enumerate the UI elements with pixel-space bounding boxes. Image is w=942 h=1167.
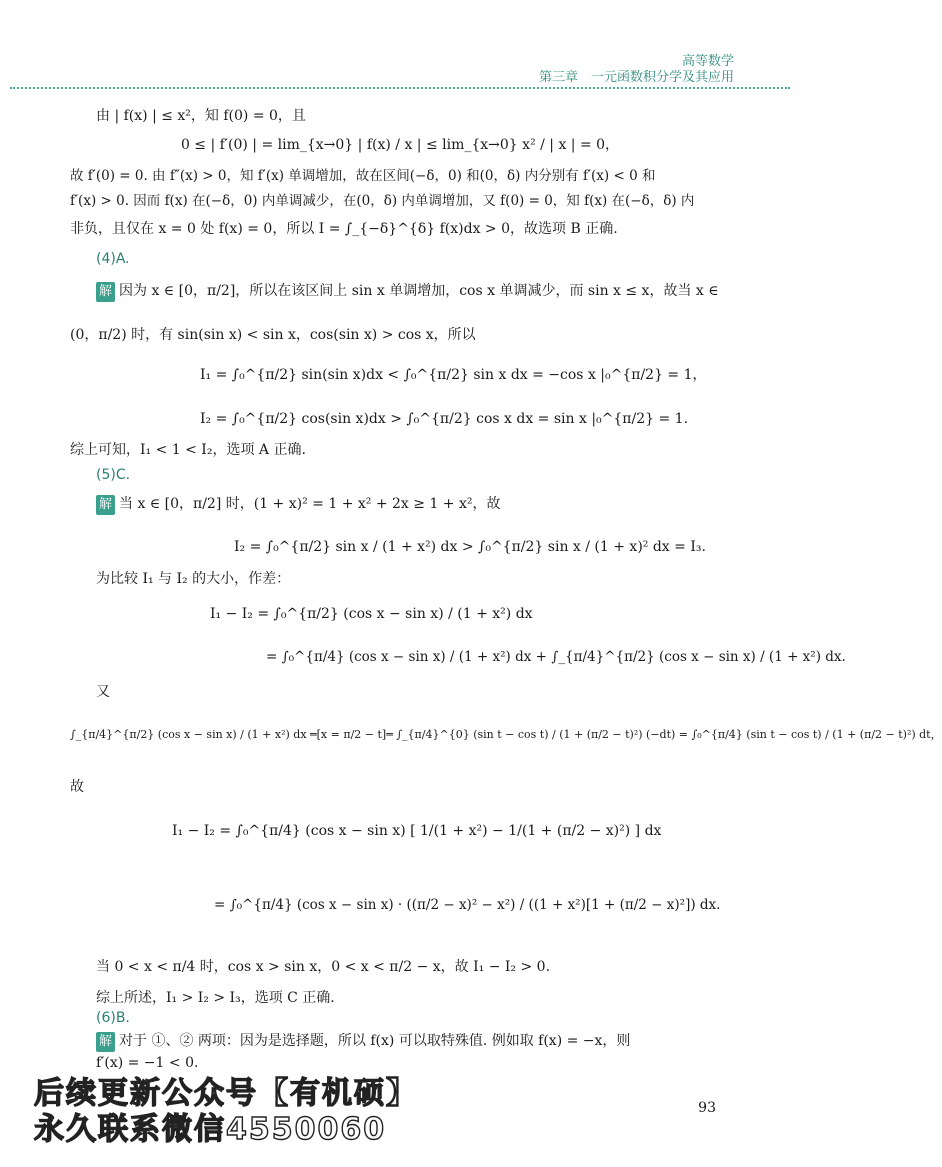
answer-6-label: (6)B. — [96, 1010, 130, 1026]
answer-6-line-1: 解 对于 ①、② 两项：因为是选择题，所以 f(x) 可以取特殊值. 例如取 f(x) = −x，则 — [96, 1032, 630, 1052]
answer-5-eq-3: = ∫₀^{π/4} (cos x − sin x) / (1 + x²) dx + ∫_{π/4}^{π/2} (cos x − sin x) / (1 + x²) dx. — [266, 649, 846, 665]
answer-4-eq-2: I₂ = ∫₀^{π/2} cos(sin x)dx > ∫₀^{π/2} cos x dx = sin x |₀^{π/2} = 1. — [200, 411, 689, 427]
body-line-1: 由 | f(x) | ≤ x²，知 f(0) = 0，且 — [96, 108, 306, 124]
answer-4-line-2: (0，π/2) 时，有 sin(sin x) < sin x，cos(sin x) > cos x，所以 — [70, 327, 476, 343]
answer-5-eq-6: = ∫₀^{π/4} (cos x − sin x) · ((π/2 − x)² − x²) / ((1 + x²)[1 + (π/2 − x)²]) dx. — [214, 897, 721, 913]
page-number: 93 — [698, 1100, 716, 1116]
solution-tag: 解 — [96, 495, 115, 515]
answer-5-eq-1: I₂ = ∫₀^{π/2} sin x / (1 + x²) dx > ∫₀^{π/2} sin x / (1 + x)² dx = I₃. — [234, 539, 706, 555]
answer-5-eq-5: I₁ − I₂ = ∫₀^{π/4} (cos x − sin x) [ 1/(1 + x²) − 1/(1 + (π/2 − x)²) ] dx — [172, 823, 662, 839]
watermark-line-2: 永久联系微信4550060 — [34, 1112, 387, 1147]
answer-5-therefore: 故 — [70, 779, 84, 795]
answer-5-also: 又 — [96, 684, 110, 700]
answer-5-label: (5)C. — [96, 467, 131, 483]
answer-4-eq-1: I₁ = ∫₀^{π/2} sin(sin x)dx < ∫₀^{π/2} sin x dx = −cos x |₀^{π/2} = 1， — [200, 367, 707, 383]
header-chapter: 第三章 一元函数积分学及其应用 — [538, 70, 734, 85]
body-line-3: 故 f′(0) = 0. 由 f″(x) > 0，知 f′(x) 单调增加，故在区间(−δ，0) 和(0，δ) 内分别有 f′(x) < 0 和 — [70, 168, 656, 184]
answer-4-conclusion: 综上可知，I₁ < 1 < I₂，选项 A 正确. — [70, 442, 306, 458]
solution-tag: 解 — [96, 1032, 115, 1052]
answer-5-compare: 为比较 I₁ 与 I₂ 的大小，作差： — [96, 571, 291, 587]
answer-5-conclusion: 综上所述，I₁ > I₂ > I₃，选项 C 正确. — [96, 990, 335, 1006]
answer-5-line-when: 当 0 < x < π/4 时，cos x > sin x，0 < x < π/2 − x，故 I₁ − I₂ > 0. — [96, 959, 551, 975]
header-divider — [10, 87, 790, 89]
answer-5-line-1: 解 当 x ∈ [0，π/2] 时，(1 + x)² = 1 + x² + 2x ≥ 1 + x²，故 — [96, 495, 501, 515]
body-eq-limit: 0 ≤ | f′(0) | = lim_{x→0} | f(x) / x | ≤ lim_{x→0} x² / | x | = 0， — [180, 137, 620, 153]
answer-4-label: (4)A. — [96, 251, 130, 267]
answer-4-line-1: 解 因为 x ∈ [0，π/2]，所以在该区间上 sin x 单调增加，cos x 单调减少，而 sin x ≤ x，故当 x ∈ — [96, 282, 719, 302]
answer-6-line-2: f′(x) = −1 < 0. — [96, 1055, 199, 1071]
header-book-title: 高等数学 — [681, 54, 734, 69]
watermark-line-1: 后续更新公众号【有机硕】 — [34, 1076, 418, 1111]
answer-5-eq-4: ∫_{π/4}^{π/2} (cos x − sin x) / (1 + x²) dx ═[x = π/2 − t]═ ∫_{π/4}^{0} (sin t − cos t) / (1 + (π/2 − t)²) (−dt) = ∫₀^{π/4} (sin t − cos t) / (1 + (π/2 − t)²) dt， — [70, 728, 942, 741]
solution-tag: 解 — [96, 282, 115, 302]
body-line-5: 非负，且仅在 x = 0 处 f(x) = 0，所以 I = ∫_{−δ}^{δ} f(x)dx > 0，故选项 B 正确. — [70, 221, 618, 237]
body-line-4: f′(x) > 0. 因而 f(x) 在(−δ，0) 内单调减少，在(0，δ) 内单调增加，又 f(0) = 0，知 f(x) 在(−δ，δ) 内 — [70, 193, 695, 209]
answer-5-eq-2: I₁ − I₂ = ∫₀^{π/2} (cos x − sin x) / (1 + x²) dx — [210, 606, 533, 622]
